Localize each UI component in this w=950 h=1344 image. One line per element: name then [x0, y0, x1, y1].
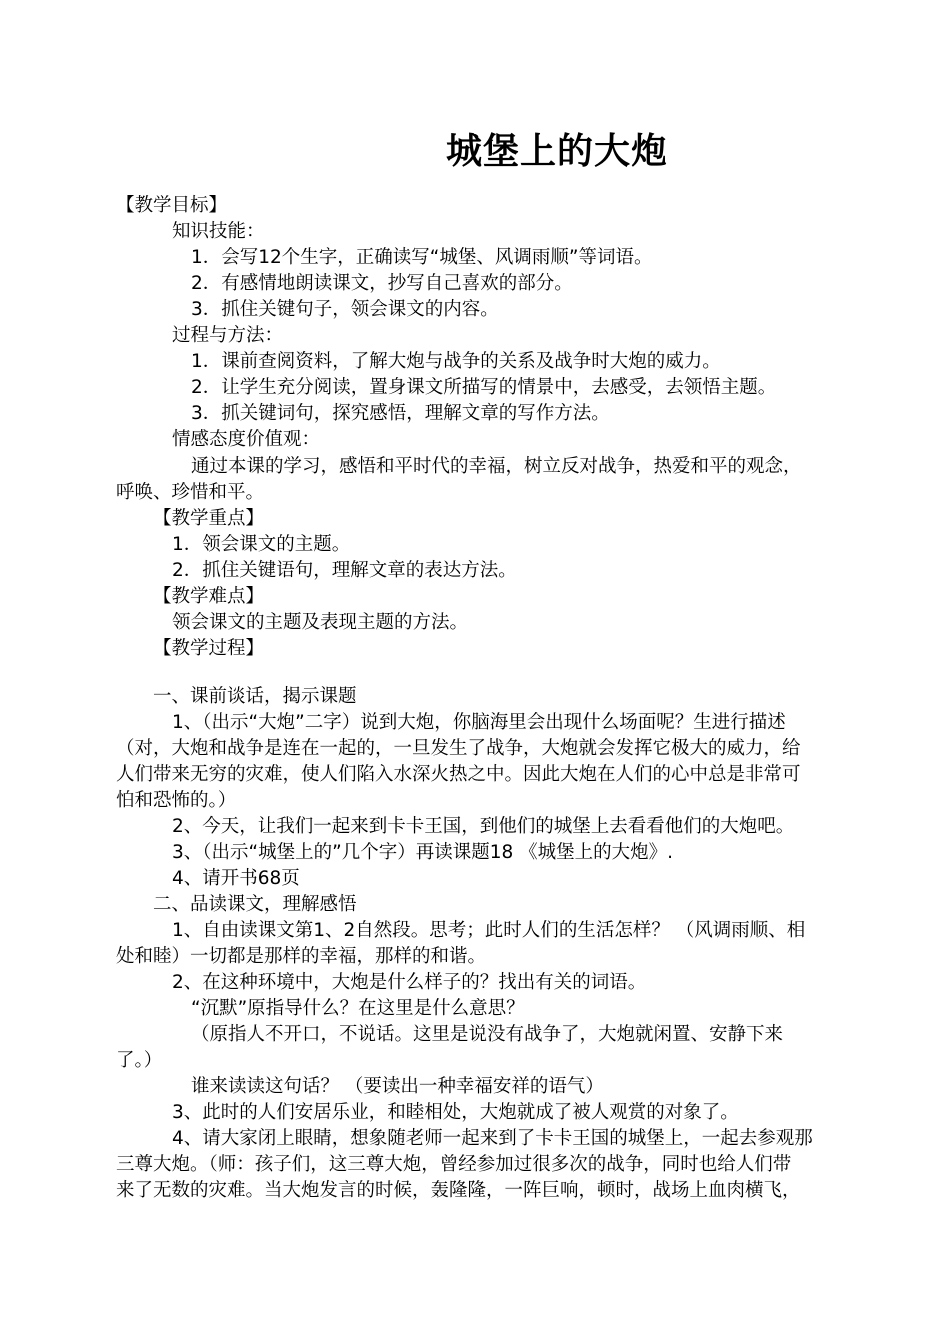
text-line: 2．让学生充分阅读，置身课文所描写的情景中，去感受，去领悟主题。	[191, 377, 777, 398]
text-line: 3．抓关键词句，探究感悟，理解文章的写作方法。	[191, 403, 610, 424]
section-heading-objectives: 【教学目标】	[116, 195, 228, 216]
text-line: 4、请大家闭上眼睛，想象随老师一起来到了卡卡王国的城堡上，一起去参观那	[172, 1128, 813, 1149]
text-line: 呼唤、珍惜和平。	[116, 482, 265, 503]
text-line: 领会课文的主题及表现主题的方法。	[172, 612, 469, 633]
text-line: 来了无数的灾难。当大炮发言的时候，轰隆隆，一阵巨响，顿时，战场上血肉横飞，	[116, 1180, 801, 1201]
text-line: 2．有感情地朗读课文，抄写自己喜欢的部分。	[191, 273, 573, 294]
text-line: （对，大炮和战争是连在一起的，一旦发生了战争，大炮就会发挥它极大的威力，给	[116, 738, 801, 759]
text-line: （原指人不开口，不说话。这里是说没有战争了，大炮就闲置、安静下来	[191, 1024, 784, 1045]
text-line: 了。）	[116, 1050, 163, 1071]
text-line: 处和睦）一切都是那样的幸福，那样的和谐。	[116, 946, 487, 967]
part-heading-one: 一、课前谈话，揭示课题	[153, 686, 357, 707]
text-line: 1．会写12个生字，正确读写“城堡、风调雨顺”等词语。	[191, 247, 653, 268]
text-line: “沉默”原指导什么？在这里是什么意思？	[191, 998, 525, 1019]
text-line: 怕和恐怖的。）	[116, 790, 237, 811]
text-line: 1．课前查阅资料，了解大炮与战争的关系及战争时大炮的威力。	[191, 351, 721, 372]
document-title: 城堡上的大炮	[446, 131, 669, 172]
text-line: 1．领会课文的主题。	[172, 534, 351, 555]
subheading-knowledge-skills: 知识技能：	[172, 221, 265, 242]
text-line: 3、此时的人们安居乐业，和睦相处，大炮就成了被人观赏的对象了。	[172, 1102, 739, 1123]
text-line: 4、请开书68页	[172, 868, 300, 889]
subheading-emotional-values: 情感态度价值观：	[172, 429, 321, 450]
part-heading-two: 二、品读课文，理解感悟	[153, 894, 357, 915]
section-heading-process: 【教学过程】	[153, 638, 265, 659]
subheading-process-methods: 过程与方法：	[172, 325, 284, 346]
text-line: 2、今天，让我们一起来到卡卡王国，到他们的城堡上去看看他们的大炮吧。	[172, 816, 795, 837]
text-line: 2．抓住关键语句，理解文章的表达方法。	[172, 560, 517, 581]
text-line: 人们带来无穷的灾难，使人们陷入水深火热之中。因此大炮在人们的心中总是非常可	[116, 764, 801, 785]
text-line: 1、（出示“大炮”二字）说到大炮，你脑海里会出现什么场面呢？生进行描述	[172, 712, 786, 733]
text-line: 通过本课的学习，感悟和平时代的幸福，树立反对战争，热爱和平的观念，	[191, 456, 802, 477]
text-line: 3、（出示“城堡上的”几个字）再读课题18 《城堡上的大炮》.	[172, 842, 673, 863]
text-line: 2、在这种环境中，大炮是什么样子的？找出有关的词语。	[172, 972, 647, 993]
text-line: 1、自由读课文第1、2自然段。思考；此时人们的生活怎样？ （风调雨顺、相	[172, 920, 806, 941]
text-line: 3．抓住关键句子，领会课文的内容。	[191, 299, 499, 320]
text-line: 谁来读读这句话？ （要读出一种幸福安祥的语气）	[191, 1076, 604, 1097]
section-heading-difficulties: 【教学难点】	[153, 586, 265, 607]
text-line: 三尊大炮。（师：孩子们，这三尊大炮，曾经参加过很多次的战争，同时也给人们带	[116, 1154, 792, 1175]
section-heading-key-points: 【教学重点】	[153, 508, 265, 529]
